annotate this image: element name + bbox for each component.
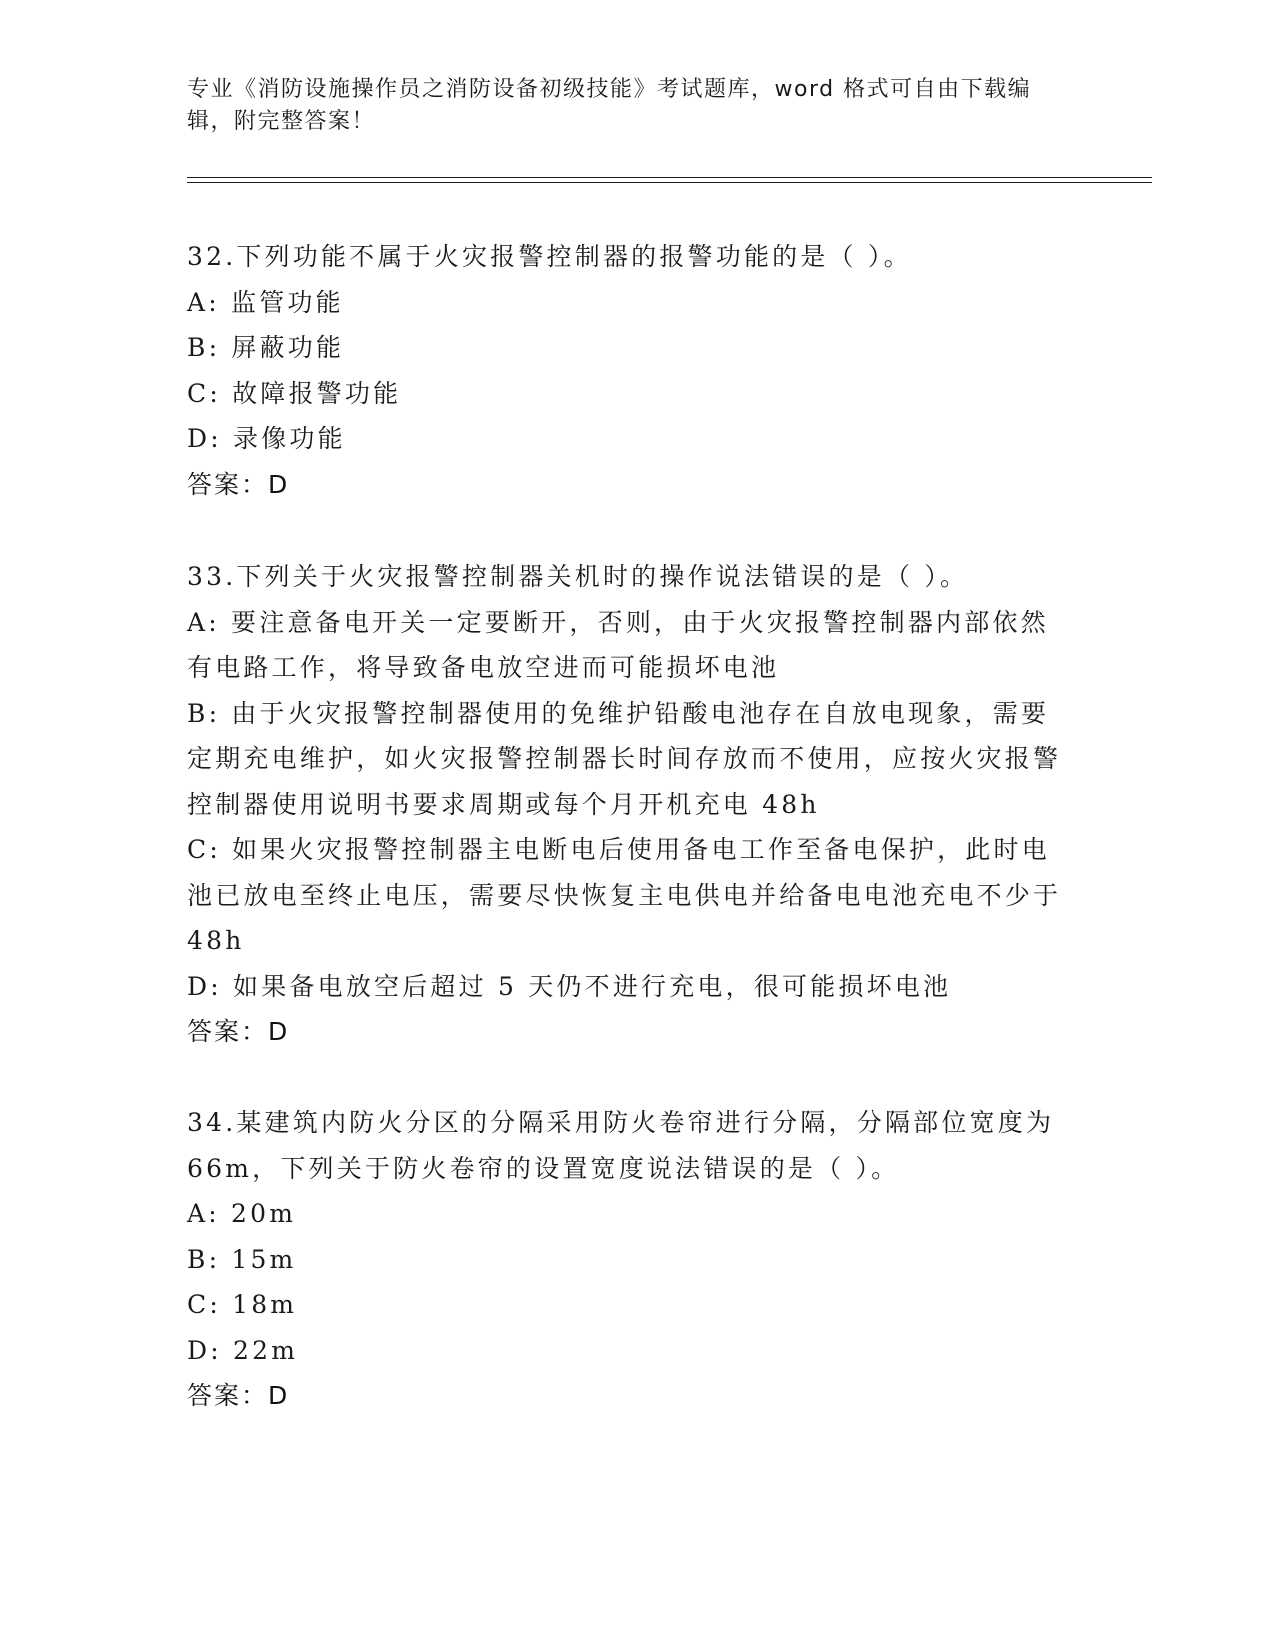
answer-label: 答案：D [187, 469, 290, 499]
question-stem: 32.下列功能不属于火灾报警控制器的报警功能的是（ ）。 [187, 242, 912, 271]
document-header-intro: 专业《消防设施操作员之消防设备初级技能》考试题库，word 格式可自由下载编辑，附完整答案！ [187, 77, 1032, 134]
answer-label: 答案：D [187, 1017, 290, 1046]
question-34 [187, 1100, 1077, 1419]
answer-label: 答案：D [187, 1381, 290, 1410]
option-a: A: 监管功能 [187, 287, 344, 317]
option-b: B: 由于火灾报警控制器使用的免维护铅酸电池存在自放电现象，需要定期充电维护，如火灾报警控制器长时间存放而不使用，应按火灾报警控制器使用说明书要求周期或每个月开机充电 48h [187, 698, 1062, 819]
option-d: D: 录像功能 [187, 424, 346, 453]
option-c: C: 故障报警功能 [187, 378, 402, 408]
option-c: C: 18m [187, 1290, 298, 1319]
option-a: A: 要注意备电开关一定要断开，否则，由于火灾报警控制器内部依然有电路工作，将导致备电放空进而可能损坏电池 [187, 607, 1049, 682]
question-stem: 33.下列关于火灾报警控制器关机时的操作说法错误的是（ ）。 [187, 562, 969, 591]
option-b: B: 屏蔽功能 [187, 333, 345, 362]
option-d: D: 22m [187, 1335, 299, 1365]
option-c: C: 如果火灾报警控制器主电断电后使用备电工作至备电保护，此时电池已放电至终止电压，需要尽快恢复主电供电并给备电电池充电不少于 48h [187, 835, 1062, 955]
header-divider-bottom [187, 182, 1152, 183]
question-32 [187, 234, 1077, 507]
header-divider-top [187, 177, 1152, 178]
option-a: A: 20m [187, 1199, 297, 1228]
question-stem: 34.某建筑内防火分区的分隔采用防火卷帘进行分隔，分隔部位宽度为 66m，下列关于防火卷帘的设置宽度说法错误的是（ ）。 [187, 1108, 1055, 1183]
option-d: D: 如果备电放空后超过 5 天仍不进行充电，很可能损坏电池 [187, 971, 952, 1001]
option-b: B: 15m [187, 1244, 297, 1274]
question-33 [187, 554, 1077, 1055]
